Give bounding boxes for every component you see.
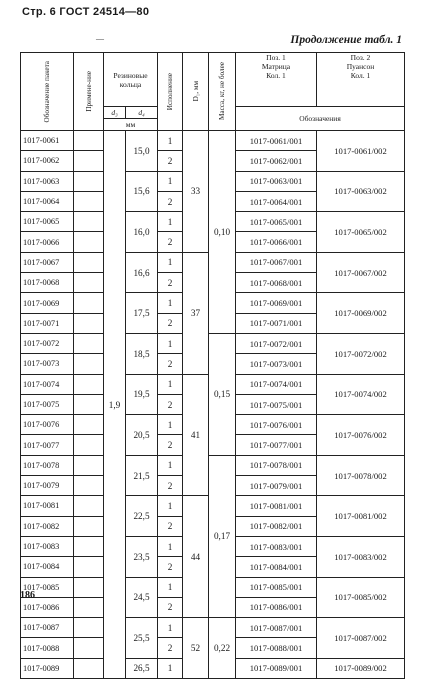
col-mm: мм — [104, 119, 158, 131]
d4-cell: 16,6 — [126, 252, 158, 293]
col-designations: Обозначения — [236, 107, 405, 131]
package-code: 1017-0076 — [21, 415, 74, 435]
standards-table — [20, 52, 405, 679]
application-cell — [74, 536, 104, 556]
pos2-cell: 1017-0078/002 — [317, 455, 405, 496]
pos2-cell: 1017-0087/002 — [317, 618, 405, 659]
application-cell — [74, 577, 104, 597]
pos1-cell: 1017-0067/001 — [236, 252, 317, 272]
pos1-cell: 1017-0078/001 — [236, 455, 317, 475]
package-code: 1017-0078 — [21, 455, 74, 475]
pos1-cell: 1017-0065/001 — [236, 212, 317, 232]
execution-cell: 2 — [158, 476, 183, 496]
application-cell — [74, 333, 104, 353]
pos2-cell: 1017-0081/002 — [317, 496, 405, 537]
application-cell — [74, 394, 104, 414]
d4-cell: 16,0 — [126, 212, 158, 253]
pos2-cell: 1017-0067/002 — [317, 252, 405, 293]
package-code: 1017-0089 — [21, 658, 74, 678]
pos2-cell: 1017-0065/002 — [317, 212, 405, 253]
col-execution: Исполнение — [158, 53, 183, 131]
application-cell — [74, 354, 104, 374]
execution-cell: 2 — [158, 151, 183, 171]
package-code: 1017-0081 — [21, 496, 74, 516]
execution-cell: 1 — [158, 293, 183, 313]
page-number: 186 — [20, 590, 35, 601]
application-cell — [74, 618, 104, 638]
application-cell — [74, 232, 104, 252]
package-code: 1017-0062 — [21, 151, 74, 171]
application-cell — [74, 455, 104, 475]
package-code: 1017-0082 — [21, 516, 74, 536]
pos1-cell: 1017-0088/001 — [236, 638, 317, 658]
application-cell — [74, 516, 104, 536]
pos1-cell: 1017-0076/001 — [236, 415, 317, 435]
application-cell — [74, 151, 104, 171]
page-header: Стр. 6 ГОСТ 24514—80 — [22, 6, 150, 18]
pos1-cell: 1017-0061/001 — [236, 131, 317, 151]
execution-cell: 1 — [158, 455, 183, 475]
col-pos1: Поз. 1 Матрица Кол. 1 — [236, 53, 317, 107]
pos1-cell: 1017-0077/001 — [236, 435, 317, 455]
package-code: 1017-0087 — [21, 618, 74, 638]
package-code: 1017-0072 — [21, 333, 74, 353]
execution-cell: 2 — [158, 516, 183, 536]
d1-cell: 52 — [183, 618, 209, 679]
application-cell — [74, 597, 104, 617]
package-code: 1017-0065 — [21, 212, 74, 232]
d4-cell: 24,5 — [126, 577, 158, 618]
d4-cell: 17,5 — [126, 293, 158, 334]
execution-cell: 1 — [158, 577, 183, 597]
d4-cell: 23,5 — [126, 536, 158, 577]
execution-cell: 2 — [158, 313, 183, 333]
application-cell — [74, 476, 104, 496]
package-code: 1017-0061 — [21, 131, 74, 151]
execution-cell: 2 — [158, 557, 183, 577]
package-code: 1017-0088 — [21, 638, 74, 658]
application-cell — [74, 293, 104, 313]
execution-cell: 1 — [158, 374, 183, 394]
d3-cell: 1,9 — [104, 131, 126, 679]
table-row — [21, 618, 405, 638]
execution-cell: 2 — [158, 435, 183, 455]
execution-cell: 1 — [158, 333, 183, 353]
package-code: 1017-0079 — [21, 476, 74, 496]
application-cell — [74, 496, 104, 516]
d4-cell: 26,5 — [126, 658, 158, 678]
pos1-cell: 1017-0064/001 — [236, 191, 317, 211]
execution-cell: 2 — [158, 191, 183, 211]
d1-cell: 41 — [183, 374, 209, 496]
package-code: 1017-0084 — [21, 557, 74, 577]
execution-cell: 2 — [158, 638, 183, 658]
execution-cell: 2 — [158, 232, 183, 252]
pos1-cell: 1017-0087/001 — [236, 618, 317, 638]
pos1-cell: 1017-0073/001 — [236, 354, 317, 374]
pos2-cell: 1017-0063/002 — [317, 171, 405, 212]
pos1-cell: 1017-0063/001 — [236, 171, 317, 191]
mass-cell: 0,10 — [209, 131, 236, 334]
col-application: Примене-ние — [74, 53, 104, 131]
col-rings-group: Резиновые кольца — [104, 53, 158, 107]
continuation-title: Продолжение табл. 1 — [290, 34, 402, 46]
package-code: 1017-0083 — [21, 536, 74, 556]
application-cell — [74, 131, 104, 151]
application-cell — [74, 212, 104, 232]
execution-cell: 1 — [158, 171, 183, 191]
package-code: 1017-0068 — [21, 273, 74, 293]
package-code: 1017-0063 — [21, 171, 74, 191]
package-code: 1017-0067 — [21, 252, 74, 272]
package-code: 1017-0066 — [21, 232, 74, 252]
d4-cell: 21,5 — [126, 455, 158, 496]
d4-cell: 25,5 — [126, 618, 158, 659]
application-cell — [74, 171, 104, 191]
pos2-cell: 1017-0085/002 — [317, 577, 405, 618]
pos2-cell: 1017-0069/002 — [317, 293, 405, 334]
execution-cell: 2 — [158, 597, 183, 617]
execution-cell: 1 — [158, 415, 183, 435]
execution-cell: 2 — [158, 394, 183, 414]
d4-cell: 22,5 — [126, 496, 158, 537]
pos2-cell: 1017-0076/002 — [317, 415, 405, 456]
pos2-cell: 1017-0074/002 — [317, 374, 405, 415]
col-mass: Масса, кг, не более — [209, 53, 236, 131]
pos1-cell: 1017-0079/001 — [236, 476, 317, 496]
package-code: 1017-0086 — [21, 597, 74, 617]
package-code: 1017-0071 — [21, 313, 74, 333]
pos1-cell: 1017-0074/001 — [236, 374, 317, 394]
table-row — [21, 455, 405, 475]
col-pos2: Поз. 2 Пуансон Кол. 1 — [317, 53, 405, 107]
d1-cell: 33 — [183, 131, 209, 253]
d4-cell: 15,6 — [126, 171, 158, 212]
pos1-cell: 1017-0086/001 — [236, 597, 317, 617]
col-d3: d₃ — [104, 107, 126, 119]
package-code: 1017-0077 — [21, 435, 74, 455]
application-cell — [74, 557, 104, 577]
d4-cell: 20,5 — [126, 415, 158, 456]
application-cell — [74, 273, 104, 293]
package-code: 1017-0074 — [21, 374, 74, 394]
application-cell — [74, 313, 104, 333]
application-cell — [74, 638, 104, 658]
pos2-cell: 1017-0061/002 — [317, 131, 405, 172]
execution-cell: 2 — [158, 354, 183, 374]
mass-cell: 0,17 — [209, 455, 236, 617]
application-cell — [74, 191, 104, 211]
table-row — [21, 333, 405, 353]
pos1-cell: 1017-0066/001 — [236, 232, 317, 252]
package-code: 1017-0064 — [21, 191, 74, 211]
execution-cell: 1 — [158, 212, 183, 232]
pos1-cell: 1017-0062/001 — [236, 151, 317, 171]
execution-cell: 1 — [158, 536, 183, 556]
execution-cell: 2 — [158, 273, 183, 293]
d4-cell: 18,5 — [126, 333, 158, 374]
d1-cell: 37 — [183, 252, 209, 374]
col-designation: Обозначение пакета — [21, 53, 74, 131]
package-code: 1017-0085 — [21, 577, 74, 597]
col-d1: D₁, мм — [183, 53, 209, 131]
mass-cell: 0,15 — [209, 333, 236, 455]
table-row — [21, 131, 405, 151]
pos1-cell: 1017-0082/001 — [236, 516, 317, 536]
pos2-cell: 1017-0072/002 — [317, 333, 405, 374]
application-cell — [74, 415, 104, 435]
pos1-cell: 1017-0083/001 — [236, 536, 317, 556]
d4-cell: 15,0 — [126, 131, 158, 172]
mass-cell: 0,22 — [209, 618, 236, 679]
package-code: 1017-0073 — [21, 354, 74, 374]
pos1-cell: 1017-0072/001 — [236, 333, 317, 353]
pos1-cell: 1017-0069/001 — [236, 293, 317, 313]
package-code: 1017-0069 — [21, 293, 74, 313]
application-cell — [74, 435, 104, 455]
dash-mark: — — [96, 34, 104, 43]
application-cell — [74, 252, 104, 272]
execution-cell: 1 — [158, 496, 183, 516]
pos1-cell: 1017-0085/001 — [236, 577, 317, 597]
execution-cell: 1 — [158, 252, 183, 272]
pos1-cell: 1017-0084/001 — [236, 557, 317, 577]
pos2-cell: 1017-0089/002 — [317, 658, 405, 678]
pos1-cell: 1017-0075/001 — [236, 394, 317, 414]
execution-cell: 1 — [158, 658, 183, 678]
pos1-cell: 1017-0068/001 — [236, 273, 317, 293]
pos1-cell: 1017-0089/001 — [236, 658, 317, 678]
application-cell — [74, 658, 104, 678]
pos2-cell: 1017-0083/002 — [317, 536, 405, 577]
execution-cell: 1 — [158, 618, 183, 638]
pos1-cell: 1017-0071/001 — [236, 313, 317, 333]
execution-cell: 1 — [158, 131, 183, 151]
d1-cell: 44 — [183, 496, 209, 618]
pos1-cell: 1017-0081/001 — [236, 496, 317, 516]
d4-cell: 19,5 — [126, 374, 158, 415]
col-d4: d₄ — [126, 107, 158, 119]
package-code: 1017-0075 — [21, 394, 74, 414]
application-cell — [74, 374, 104, 394]
